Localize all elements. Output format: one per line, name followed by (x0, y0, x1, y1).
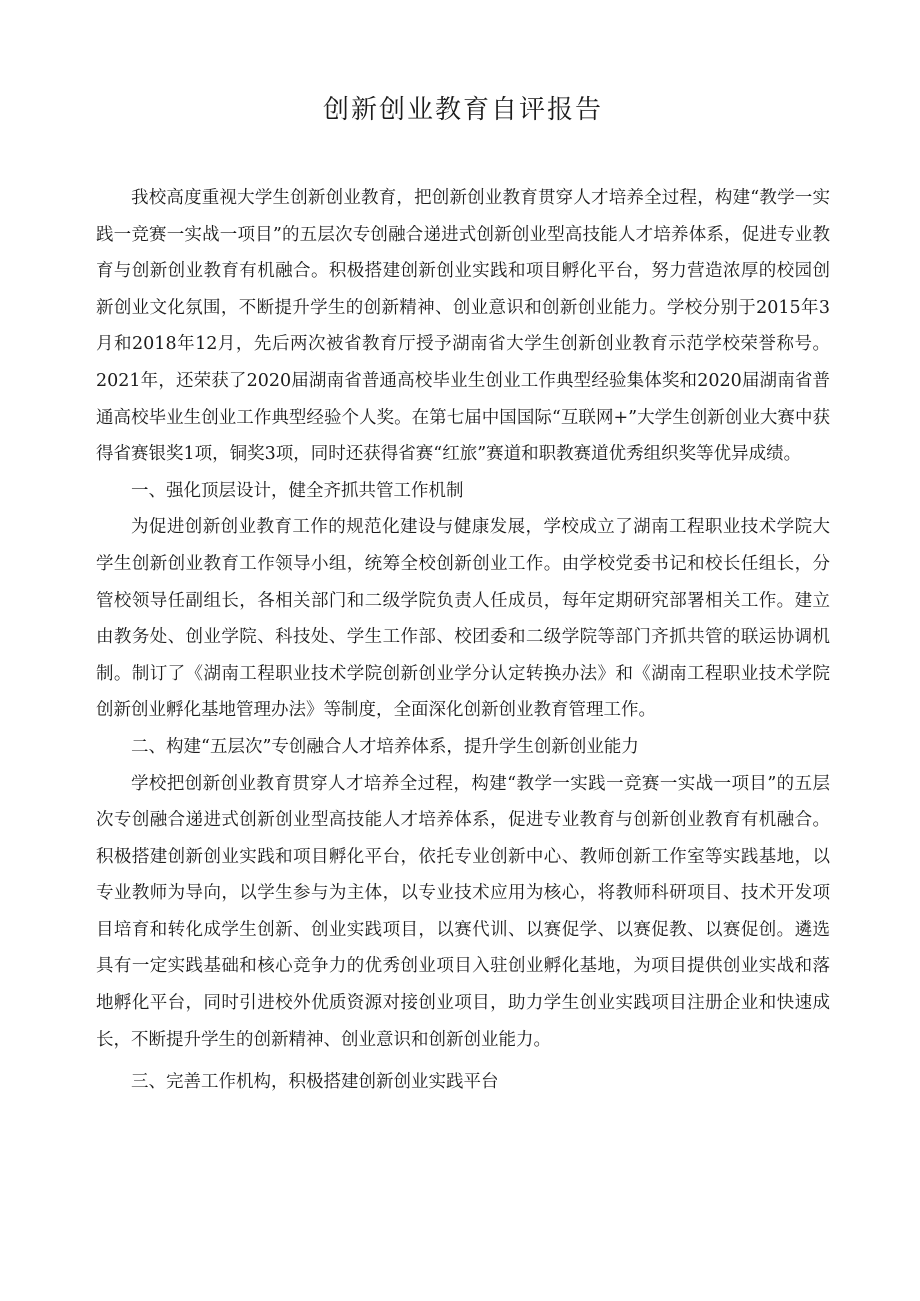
document-title: 创新创业教育自评报告 (322, 95, 603, 125)
section-2-paragraph: 学校把创新创业教育贯穿人才培养全过程，构建“教学一实践一竞赛一实战一项目”的五层次专创融合递进式创新创业型高技能人才培养体系，促进专业教育与创新创业教育有机融合。积极搭建创新创业实践和项目孵化平台，依托专业创新中心、教师创新工作室等实践基地，以专业教师为导向，以学生参与为主体，以专业技术应用为核心，将教师科研项目、技术开发项目培育和转化成学生创新、创业实践项目，以赛代训、以赛促学、以赛促教、以赛促创。遴选具有一定实践基础和核心竞争力的优秀创业项目入驻创业孵化基地，为项目提供创业实战和落地孵化平台，同时引进校外优质资源对接创业项目，助力学生创业实践项目注册企业和快速成长，不断提升学生的创新精神、创业意识和创新创业能力。 (96, 773, 830, 1050)
section-2-heading: 二、构建“五层次”专创融合人才培养体系，提升学生创新创业能力 (131, 736, 639, 757)
section-1-heading: 一、强化顶层设计，健全齐抓共管工作机制 (131, 480, 464, 501)
section-3-heading: 三、完善工作机构，积极搭建创新创业实践平台 (131, 1072, 499, 1093)
section-1-paragraph: 为促进创新创业教育工作的规范化建设与健康发展，学校成立了湖南工程职业技术学院大学生创新创业教育工作领导小组，统筹全校创新创业工作。由学校党委书记和校长任组长，分管校领导任副组长，各相关部门和二级学院负责人任成员，每年定期研究部署相关工作。建立由教务处、创业学院、科技处、学生工作部、校团委和二级学院等部门齐抓共管的联运协调机制。制订了《湖南工程职业技术学院创新创业学分认定转换办法》和《湖南工程职业技术学院创新创业孵化基地管理办法》等制度，全面深化创新创业教育管理工作。 (96, 517, 830, 721)
intro-paragraph: 我校高度重视大学生创新创业教育，把创新创业教育贯穿人才培养全过程，构建“教学一实践一竞赛一实战一项目”的五层次专创融合递进式创新创业型高技能人才培养体系，促进专业教育与创新创业教育有机融合。积极搭建创新创业实践和项目孵化平台，努力营造浓厚的校园创新创业文化氛围，不断提升学生的创新精神、创业意识和创新创业能力。学校分别于2015年3月和2018年12月，先后两次被省教育厅授予湖南省大学生创新创业教育示范学校荣誉称号。2021年，还荣获了2020届湖南省普通高校毕业生创业工作典型经验集体奖和2020届湖南省普通高校毕业生创业工作典型经验个人奖。在第七届中国国际“互联网+”大学生创新创业大赛中获得省赛银奖1项，铜奖3项，同时还获得省赛“红旅”赛道和职教赛道优秀组织奖等优异成绩。 (96, 188, 830, 465)
